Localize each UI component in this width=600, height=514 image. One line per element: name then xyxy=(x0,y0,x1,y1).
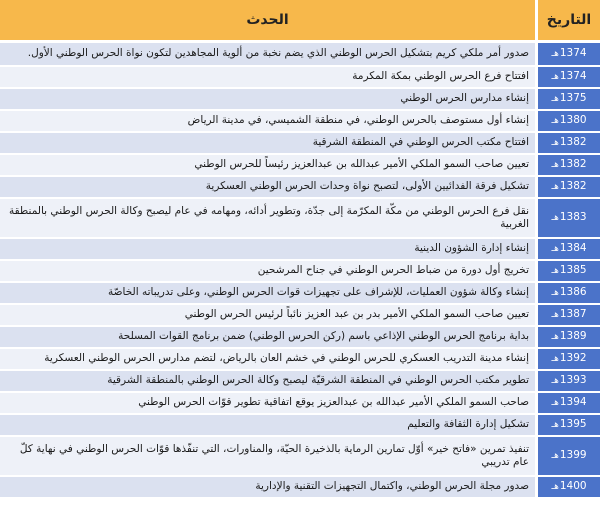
year-text: 1382 xyxy=(559,135,587,148)
hijri-suffix: هـ xyxy=(551,48,559,59)
year-text: 1393 xyxy=(559,373,587,386)
table-row xyxy=(0,282,600,304)
year-text: 1386 xyxy=(559,285,587,298)
hijri-suffix: هـ xyxy=(551,481,559,492)
year-text: 1374 xyxy=(559,46,587,59)
date-cell xyxy=(537,348,600,370)
hijri-suffix: هـ xyxy=(551,181,559,192)
date-cell xyxy=(537,154,600,176)
table-row xyxy=(0,110,600,132)
event-cell: تشكيل إدارة الثقافة والتعليم xyxy=(0,414,537,436)
event-column-header: الحدث xyxy=(0,0,537,42)
date-cell xyxy=(537,176,600,198)
table-row xyxy=(0,176,600,198)
date-cell xyxy=(537,238,600,260)
table-row xyxy=(0,198,600,238)
table-row xyxy=(0,88,600,110)
year-text: 1384 xyxy=(559,241,587,254)
year-text: 1395 xyxy=(559,417,587,430)
table-row xyxy=(0,392,600,414)
year-text: 1389 xyxy=(559,329,587,342)
year-text: 1380 xyxy=(559,113,587,126)
year-text: 1383 xyxy=(559,210,587,223)
hijri-suffix: هـ xyxy=(551,115,559,126)
year-text: 1399 xyxy=(559,448,587,461)
hijri-suffix: هـ xyxy=(551,71,559,82)
date-column-header: التاريخ xyxy=(537,0,600,42)
table-row xyxy=(0,326,600,348)
date-cell xyxy=(537,260,600,282)
table-row xyxy=(0,348,600,370)
date-cell xyxy=(537,304,600,326)
event-cell: تخريج أول دورة من ضباط الحرس الوطني في جناح المرشحين xyxy=(0,260,537,282)
event-cell: تعيين صاحب السمو الملكي الأمير عبدالله بن عبدالعزيز رئيساً للحرس الوطني xyxy=(0,154,537,176)
hijri-suffix: هـ xyxy=(551,419,559,430)
event-cell: إنشاء وكالة شؤون العمليات، للإشراف على تجهيزات قوات الحرس الوطني، وعلى تدريباته الخاصّة xyxy=(0,282,537,304)
table-row xyxy=(0,370,600,392)
hijri-suffix: هـ xyxy=(551,309,559,320)
event-cell: تشكيل فرقة الفدائيين الأولى، لتصبح نواة وحدات الحرس الوطني العسكرية xyxy=(0,176,537,198)
table-row xyxy=(0,154,600,176)
table-body xyxy=(0,42,600,498)
event-cell: إنشاء مدينة التدريب العسكري للحرس الوطني في خشم العان بالرياض، لتضم مدارس الحرس الوطني العسكرية xyxy=(0,348,537,370)
year-text: 1400 xyxy=(559,479,587,492)
table-row xyxy=(0,436,600,476)
hijri-suffix: هـ xyxy=(551,265,559,276)
table-row xyxy=(0,238,600,260)
event-cell: تطوير مكتب الحرس الوطني في المنطقة الشرقيّة ليصبح وكالة الحرس الوطني بالمنطقة الشرقية xyxy=(0,370,537,392)
event-cell: تنفيذ تمرين «فاتح خير» أوّل تمارين الرماية بالذخيرة الحيّة، والمناورات، التي تنفّذها قوّات الحرس الوطني في نهاية كلّ عام تدريبي xyxy=(0,436,537,476)
year-text: 1382 xyxy=(559,157,587,170)
date-cell xyxy=(537,88,600,110)
date-cell xyxy=(537,198,600,238)
event-cell: صدور مجلة الحرس الوطني، واكتمال التجهيزات التقنية والإدارية xyxy=(0,476,537,498)
hijri-suffix: هـ xyxy=(551,243,559,254)
table-header-row xyxy=(0,0,600,42)
hijri-suffix: هـ xyxy=(551,450,559,461)
year-text: 1387 xyxy=(559,307,587,320)
year-text: 1375 xyxy=(559,91,587,104)
date-cell xyxy=(537,370,600,392)
hijri-suffix: هـ xyxy=(551,397,559,408)
table-row xyxy=(0,66,600,88)
date-cell xyxy=(537,436,600,476)
year-text: 1392 xyxy=(559,351,587,364)
table-row xyxy=(0,476,600,498)
date-cell xyxy=(537,326,600,348)
year-text: 1382 xyxy=(559,179,587,192)
event-cell: صاحب السمو الملكي الأمير عبدالله بن عبدالعزيز يوقع اتفاقية تطوير قوّات الحرس الوطني xyxy=(0,392,537,414)
event-cell: افتتاح فرع الحرس الوطني بمكة المكرمة xyxy=(0,66,537,88)
table-row xyxy=(0,42,600,66)
date-cell xyxy=(537,476,600,498)
event-cell: إنشاء مدارس الحرس الوطني xyxy=(0,88,537,110)
event-cell: نقل فرع الحرس الوطني من مكّة المكرّمة إلى جدّة، وتطوير أدائه، ومهامه في عام ليصبح وكالة الحرس الوطني بالمنطقة الغربية xyxy=(0,198,537,238)
event-cell: بداية برنامج الحرس الوطني الإذاعي باسم (ركن الحرس الوطني) ضمن برنامج القوات المسلحة xyxy=(0,326,537,348)
hijri-suffix: هـ xyxy=(551,93,559,104)
year-text: 1394 xyxy=(559,395,587,408)
table-row xyxy=(0,260,600,282)
date-cell xyxy=(537,392,600,414)
hijri-suffix: هـ xyxy=(551,287,559,298)
date-cell xyxy=(537,42,600,66)
event-cell: إنشاء إدارة الشؤون الدينية xyxy=(0,238,537,260)
hijri-suffix: هـ xyxy=(551,212,559,223)
date-cell xyxy=(537,110,600,132)
event-cell: تعيين صاحب السمو الملكي الأمير بدر بن عبد العزيز نائباً لرئيس الحرس الوطني xyxy=(0,304,537,326)
table-row xyxy=(0,132,600,154)
hijri-suffix: هـ xyxy=(551,137,559,148)
hijri-suffix: هـ xyxy=(551,159,559,170)
event-cell: إنشاء أول مستوصف بالحرس الوطني، في منطقة الشميسي، في مدينة الرياض xyxy=(0,110,537,132)
date-cell xyxy=(537,132,600,154)
date-cell xyxy=(537,66,600,88)
table-row xyxy=(0,414,600,436)
hijri-suffix: هـ xyxy=(551,353,559,364)
event-cell: صدور أمر ملكي كريم بتشكيل الحرس الوطني الذي يضم نخبة من ألوية المجاهدين لتكون نواة الحرس الوطني الأول. xyxy=(0,42,537,66)
event-cell: افتتاح مكتب الحرس الوطني في المنطقة الشرقية xyxy=(0,132,537,154)
year-text: 1374 xyxy=(559,69,587,82)
date-cell xyxy=(537,414,600,436)
hijri-suffix: هـ xyxy=(551,375,559,386)
table-row xyxy=(0,304,600,326)
date-cell xyxy=(537,282,600,304)
year-text: 1385 xyxy=(559,263,587,276)
hijri-suffix: هـ xyxy=(551,331,559,342)
